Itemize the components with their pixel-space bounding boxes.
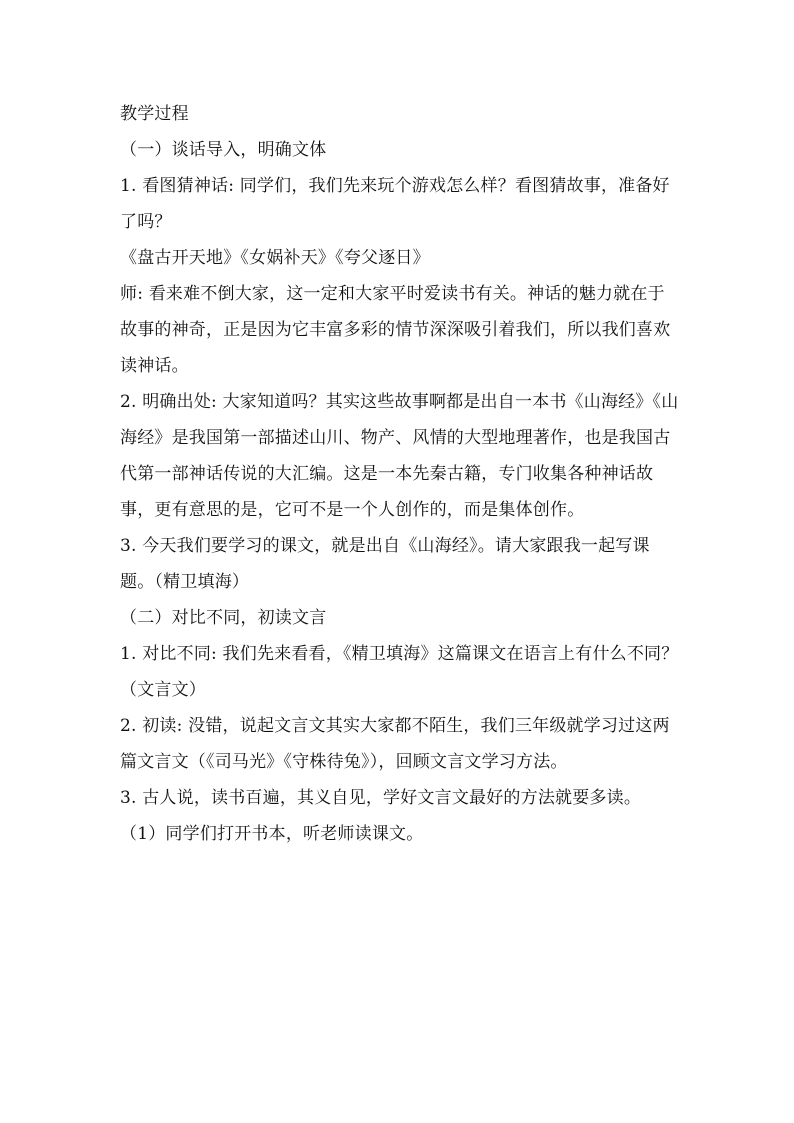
document-body: [120, 96, 680, 852]
paragraph-1: 1. 看图猜神话: 同学们，我们先来玩个游戏怎么样？看图猜故事，准备好了吗？: [120, 176, 670, 232]
paragraph-2: 《盘古开天地》《女娲补天》《夸父逐日》: [120, 248, 430, 268]
paragraph-4: 2. 明确出处: 大家知道吗？其实这些故事啊都是出自一本书《山海经》《山海经》是我国第一部描述山川、物产、风情的大型地理著作，也是我国古代第一部神话传说的大汇编。这是一本先秦古籍，专门收集各种神话故事，更有意思的是，它可不是一个人创作的，而是集体创作。: [120, 392, 679, 520]
paragraph-8: 3. 古人说，读书百遍，其义自见，学好文言文最好的方法就要多读。: [120, 788, 642, 808]
paragraph-7: 2. 初读: 没错，说起文言文其实大家都不陌生，我们三年级就学习过这两篇文言文（《司马光》《守株待兔》），回顾文言文学习方法。: [120, 716, 670, 772]
document-title: 教学过程: [120, 104, 189, 124]
paragraph-3: 师: 看来难不倒大家，这一定和大家平时爱读书有关。神话的魅力就在于故事的神奇，正是因为它丰富多彩的情节深深吸引着我们，所以我们喜欢读神话。: [120, 284, 671, 376]
paragraph-9: （1）同学们打开书本，听老师读课文。: [120, 824, 424, 844]
section-heading-1: （一）谈话导入，明确文体: [120, 140, 327, 160]
paragraph-5: 3. 今天我们要学习的课文，就是出自《山海经》。请大家跟我一起写课题。（精卫填海）: [120, 536, 650, 592]
paragraph-6: 1. 对比不同: 我们先来看看，《精卫填海》这篇课文在语言上有什么不同？（文言文）: [120, 644, 679, 700]
section-heading-2: （二）对比不同，初读文言: [120, 608, 327, 628]
